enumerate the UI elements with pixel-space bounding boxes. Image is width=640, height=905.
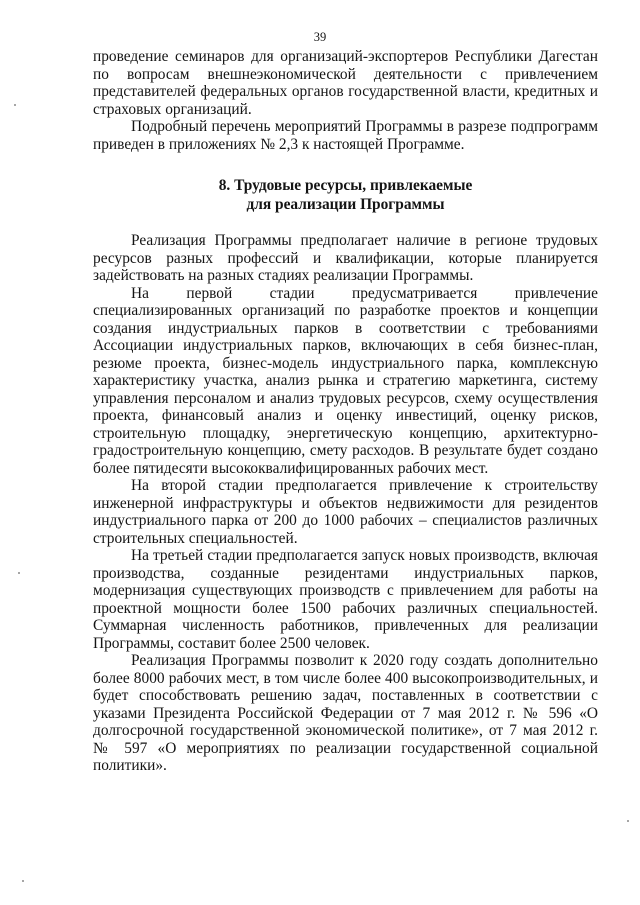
section-heading-line-1: 8. Трудовые ресурсы, привлекаемые (218, 177, 473, 194)
paragraph-appendix-reference: Подробный перечень мероприятий Программы в разрезе подпрограмм приведен в приложениях № 2,3 к настоящей Программе. (93, 118, 598, 153)
page-number: 39 (313, 30, 327, 44)
paragraph-seminars: проведение семинаров для организаций-экспортеров Республики Дагестан по вопросам внешнеэкономической деятельности с привлечением представителей федеральных органов государственной власти, кредитных и страховых организаций. (93, 48, 598, 118)
paragraph-second-stage: На второй стадии предполагается привлечение к строительству инженерной инфраструктуры и объектов недвижимости для резидентов индустриального парка от 200 до 1000 рабочих – специалистов различных строительных специальностей. (93, 477, 598, 547)
body-text-block (93, 232, 598, 775)
section-heading-line-2: для реализации Программы (246, 195, 445, 213)
paragraph-results-2020: Реализация Программы позволит к 2020 году создать дополнительно более 8000 рабочих мест, в том числе более 400 высокопроизводительных, и будет способствовать решению задач, поставленных в соответствии с указами Президента Российской Федерации от 7 мая 2012 г. № 596 «О долгосрочной государственной экономической политике», от 7 мая 2012 г. № 597 «О мероприятиях по реализации государственной социальной политики». (93, 652, 598, 774)
scan-speck (18, 572, 20, 574)
paragraph-first-stage: На первой стадии предусматривается привлечение специализированных организаций по разработке проектов и концепции создания индустриальных парков в соответствии с требованиями Ассоциации индустриальных парков, включающих в себя бизнес-план, резюме проекта, бизнес-модель индустриального парка, комплексную характеристику участка, анализ рынка и стратегию маркетинга, систему управления персоналом и анализ трудовых ресурсов, схему осуществления проекта, финансовый анализ и оценку инвестиций, оценку рисков, строительную площадку, энергетическую концепцию, архитектурно-градостроительную концепцию, смету расходов. В результате будет создано более пятидесяти высококвалифицированных рабочих мест. (93, 284, 598, 477)
scan-speck (14, 104, 16, 106)
scan-speck (22, 880, 24, 882)
paragraph-third-stage: На третьей стадии предполагается запуск новых производств, включая производства, созданные резидентами индустриальных парков, модернизация существующих производств с привлечением для работы на проектной мощности более 1500 рабочих различных специальностей. Суммарная численность работников, привлеченных для реализации Программы, составит более 2500 человек. (93, 547, 598, 652)
top-text-block (93, 48, 598, 153)
scan-speck (627, 820, 629, 822)
section-heading (93, 177, 598, 214)
paragraph-labor-resources: Реализация Программы предполагает наличие в регионе трудовых ресурсов разных профессий и квалификации, которые планируется задействовать на разных стадиях реализации Программы. (93, 232, 598, 284)
